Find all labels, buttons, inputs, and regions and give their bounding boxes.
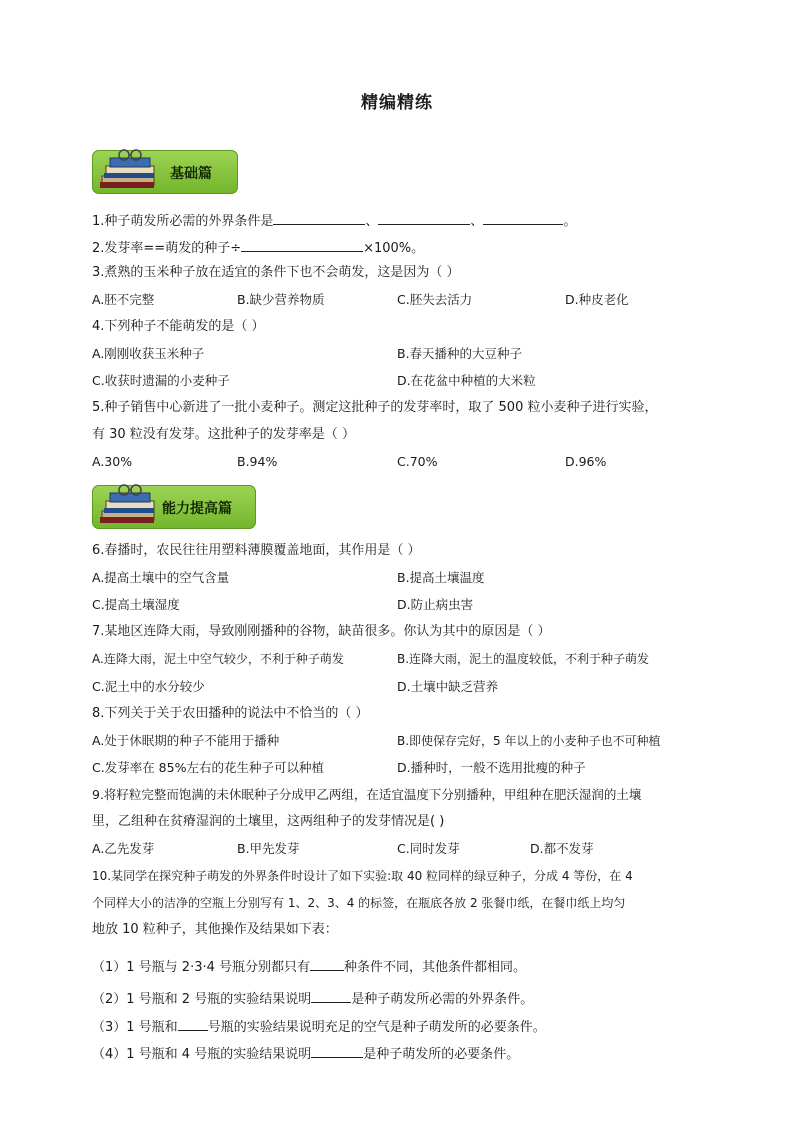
q10-sub-2-post: 是种子萌发所必需的外界条件。 xyxy=(351,992,534,1007)
question-10-stem-1: 10.某同学在探究种子萌发的外界条件时设计了如下实验:取 40 粒同样的绿豆种子，分成 4 等份，在 4 xyxy=(92,869,633,883)
blank xyxy=(310,957,344,971)
q10-sub-3 xyxy=(92,1017,546,1037)
q5-option-c: C.70% xyxy=(397,454,438,469)
q1-text: 1.种子萌发所必需的外界条件是 xyxy=(92,214,274,229)
q1-sep: 、 xyxy=(470,214,484,229)
section-label-advanced: 能力提高篇 xyxy=(162,501,232,517)
q10-sub-2 xyxy=(92,989,533,1009)
section-badge-basic xyxy=(92,150,238,194)
q8-option-a: A.处于休眠期的种子不能用于播种 xyxy=(92,733,280,748)
q4-option-d: D.在花盆中种植的大米粒 xyxy=(397,373,536,388)
q10-sub-4-pre: （4）1 号瓶和 4 号瓶的实验结果说明 xyxy=(92,1047,312,1062)
q6-option-b: B.提高土壤温度 xyxy=(397,570,485,585)
q3-option-c: C.胚失去活力 xyxy=(397,292,473,307)
q6-option-d: D.防止病虫害 xyxy=(397,597,474,612)
question-10-stem-3: 地放 10 粒种子，其他操作及结果如下表： xyxy=(92,922,338,937)
blank xyxy=(378,211,470,225)
q8-option-d: D.播种时，一般不选用批瘦的种子 xyxy=(397,760,586,775)
q7-option-b: B.连降大雨，泥土的温度较低，不利于种子萌发 xyxy=(397,652,650,666)
q7-option-d: D.土壤中缺乏营养 xyxy=(397,679,499,694)
q9-option-c: C.同时发芽 xyxy=(397,841,460,856)
question-8-stem: 8.下列关于关于农田播种的说法中不恰当的（ ） xyxy=(92,706,369,721)
blank xyxy=(241,238,363,252)
page-title: 精编精练 xyxy=(361,93,433,113)
q1-sep: 、 xyxy=(365,214,379,229)
q10-sub-1-post: 种条件不同，其他条件都相同。 xyxy=(344,960,527,975)
question-6-stem: 6.春播时，农民往往用塑料薄膜覆盖地面，其作用是（ ） xyxy=(92,543,421,558)
blank xyxy=(178,1017,208,1031)
q2-end: ×100%。 xyxy=(363,241,425,256)
blank xyxy=(273,211,365,225)
q9-option-a: A.乙先发芽 xyxy=(92,841,155,856)
section-badge-advanced xyxy=(92,485,256,529)
q8-option-b: B.即使保存完好，5 年以上的小麦种子也不可种植 xyxy=(397,734,661,748)
q10-sub-3-post: 号瓶的实验结果说明充足的空气是种子萌发所的必要条件。 xyxy=(207,1020,546,1035)
question-9-stem-1: 9.将籽粒完整而饱满的未休眠种子分成甲乙两组，在适宜温度下分别播种，甲组种在肥沃湿润的土壤 xyxy=(92,787,642,802)
q3-option-a: A.胚不完整 xyxy=(92,292,155,307)
question-4-stem: 4.下列种子不能萌发的是（ ） xyxy=(92,319,265,334)
q2-text: 2.发芽率==萌发的种子÷ xyxy=(92,241,242,256)
books-icon xyxy=(98,483,160,529)
q10-sub-2-pre: （2）1 号瓶和 2 号瓶的实验结果说明 xyxy=(92,992,312,1007)
q10-sub-4 xyxy=(92,1044,519,1064)
q10-sub-1 xyxy=(92,957,526,977)
question-1 xyxy=(92,211,576,231)
q5-option-b: B.94% xyxy=(237,454,278,469)
q4-option-a: A.刚刚收获玉米种子 xyxy=(92,346,205,361)
q4-option-b: B.春天播种的大豆种子 xyxy=(397,346,523,361)
q6-option-a: A.提高土壤中的空气含量 xyxy=(92,570,230,585)
q10-sub-4-post: 是种子萌发所的必要条件。 xyxy=(363,1047,520,1062)
q8-option-c: C.发芽率在 85%左右的花生种子可以种植 xyxy=(92,760,324,775)
question-10-stem-2: 个同样大小的洁净的空瓶上分别写有 1、2、3、4 的标签，在瓶底各放 2 张餐巾纸，在餐巾纸上均匀 xyxy=(92,896,626,910)
question-5-stem-2: 有 30 粒没有发芽。这批种子的发芽率是（ ） xyxy=(92,427,355,442)
q7-option-c: C.泥土中的水分较少 xyxy=(92,679,205,694)
q9-option-b: B.甲先发芽 xyxy=(237,841,300,856)
books-icon xyxy=(98,148,160,194)
blank xyxy=(483,211,563,225)
question-7-stem: 7.某地区连降大雨，导致刚刚播种的谷物，缺苗很多。你认为其中的原因是（ ） xyxy=(92,624,551,639)
q4-option-c: C.收获时遗漏的小麦种子 xyxy=(92,373,230,388)
q3-option-d: D.种皮老化 xyxy=(565,292,629,307)
q1-end: 。 xyxy=(563,214,577,229)
q10-sub-1-pre: （1）1 号瓶与 2·3·4 号瓶分别都只有 xyxy=(92,960,311,975)
question-5-stem-1: 5.种子销售中心新进了一批小麦种子。测定这批种子的发芽率时，取了 500 粒小麦种子进行实验， xyxy=(92,400,658,415)
question-3-stem: 3.煮熟的玉米种子放在适宜的条件下也不会萌发，这是因为（ ） xyxy=(92,265,460,280)
question-9-stem-2: 里，乙组种在贫瘠湿润的土壤里，这两组种子的发芽情况是( ) xyxy=(92,814,445,829)
q5-option-d: D.96% xyxy=(565,454,607,469)
question-2 xyxy=(92,238,424,258)
q5-option-a: A.30% xyxy=(92,454,133,469)
q10-sub-3-pre: （3）1 号瓶和 xyxy=(92,1020,178,1035)
blank xyxy=(311,1044,363,1058)
q3-option-b: B.缺少营养物质 xyxy=(237,292,325,307)
q7-option-a: A.连降大雨，泥土中空气较少，不利于种子萌发 xyxy=(92,652,344,666)
q6-option-c: C.提高土壤湿度 xyxy=(92,597,180,612)
section-label-basic: 基础篇 xyxy=(170,166,212,182)
q9-option-d: D.都不发芽 xyxy=(530,841,594,856)
blank xyxy=(311,989,351,1003)
